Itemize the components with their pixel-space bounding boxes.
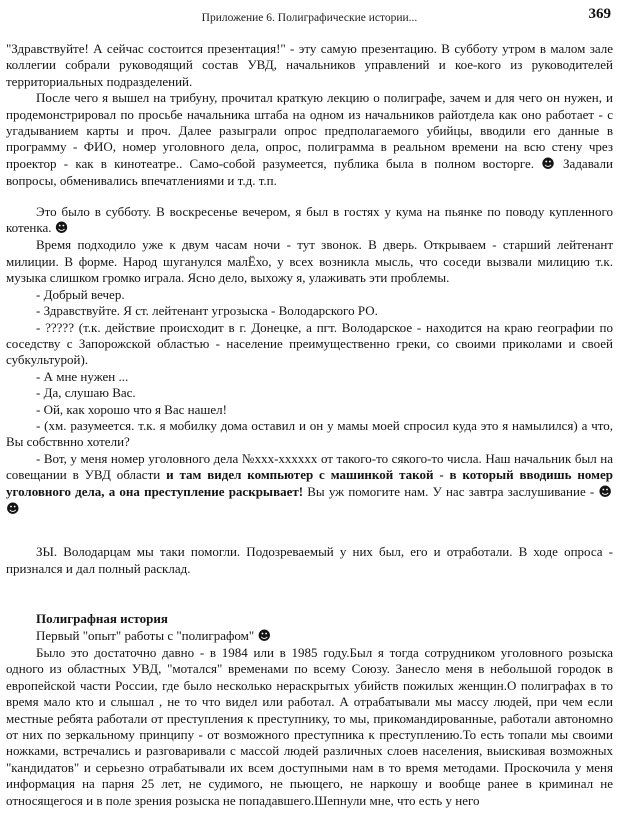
text-run: После чего я вышел на трибуну, прочитал краткую лекцию о полиграфе, зачем и для чего он нужен, и продемонстрировал по просьбе начальника штаба на одном из начальников райотдела как оно работает - с угадыванием карты и проч. Далее разыграли опрос предполагаемого убийцы, вводили его данные в программу - ФИО, номер уголовного дела, опрос, полиграмма в реальном времени на всю стену чрез проектор - как в кинотеатре.. Само-собой разумеется, публика была в полном восторге. — [6, 90, 613, 171]
text-run: - Здравствуйте. Я ст. лейтенант угрозыска - Володарского РО. — [36, 303, 378, 319]
text-run: Время подходило уже к двум часам ночи - тут звонок. В дверь. Открываем - старший лейтенант милиции. В форме. Народ шуганулся малЁхо, у всех возникла мысль, что соседи вызвали милицию т.к. музыка слишком громко играла. Ясно дело, выхожу я, улаживать эти проблемы. — [6, 237, 613, 286]
dialog-line — [6, 402, 613, 418]
text-run: Вы уж помогите нам. У нас завтра заслушивание - — [303, 483, 599, 499]
smiley-icon: ☻ — [541, 156, 556, 172]
running-title: Приложение 6. Полиграфические истории... — [201, 12, 418, 24]
text-run: - ????? (т.к. действие происходит в г. Донецке, а пгт. Володарское - находится на краю географии по соседству с Запорожской областью - население преимущественно греки, со своими приколами и своей субкультурой). — [6, 319, 613, 368]
text-run: и там видел компьютер с машинкой такой - в который вводишь номер уголовного дела, а она преступление раскрывает! — [6, 467, 613, 499]
dialog-line — [6, 385, 613, 401]
dialog-line — [6, 418, 613, 451]
paragraph — [6, 544, 613, 577]
dialog-line — [6, 320, 613, 369]
paragraph — [6, 204, 613, 238]
dialog-line — [6, 287, 613, 303]
page-number: 369 — [588, 6, 611, 22]
paragraph — [6, 90, 613, 189]
section-heading — [6, 611, 613, 627]
text-run: - Вот, у меня номер уголовного дела №ххх-хххххх от такого-то сякого-то числа. Наш начальник был на совещании в УВД области — [6, 450, 613, 483]
paragraph — [6, 645, 613, 809]
paragraph — [6, 41, 613, 90]
text-run: - А мне нужен ... — [36, 368, 129, 384]
page-content — [6, 41, 613, 809]
dialog-line — [6, 451, 613, 519]
text-run: - Ой, как хорошо что я Вас нашел! — [36, 401, 227, 417]
text-run: - Да, слушаю Вас. — [36, 385, 136, 401]
text-run: Первый "опыт" работы с "полиграфом" — [36, 627, 258, 643]
text-run: Это было в субботу. В воскресенье вечером, я был в гостях у кума на пьянке по поводу купленного котенка. — [6, 203, 613, 236]
dialog-line — [6, 303, 613, 319]
smiley-icon: ☻ — [54, 221, 70, 237]
text-run: Задавали вопросы, обменивались впечатлениями и т.д. т.п. — [6, 155, 614, 189]
text-run: - (хм. разумеется. т.к. я мобилку дома оставил и он у мамы моей спросил куда это я намылился) а что, Вы собствнно хотели? — [6, 417, 613, 450]
text-run: ЗЫ. Володарцам мы таки помогли. Подозреваемый у них был, его и отработали. В ходе опроса - признался и дал полный расклад. — [6, 544, 613, 576]
page-header — [6, 8, 613, 32]
smiley-icon: ☻☻ — [6, 484, 613, 517]
section-subtitle — [6, 628, 613, 645]
smiley-icon: ☻ — [257, 628, 273, 644]
text-run: "Здравствуйте! А сейчас состоится презентация!" - эту самую презентацию. В субботу утром в малом зале коллегии собрали руководящий состав УВД, начальников управлений и кое-кого из руководителей территориальных подразделений. — [6, 41, 613, 89]
dialog-line — [6, 369, 613, 385]
text-run: Полиграфная история — [36, 611, 168, 627]
paragraph — [6, 237, 613, 286]
text-run: Было это достаточно давно - в 1984 или в 1985 году.Был я тогда сотрудником уголовного розыска одного из областных УВД, "мотался" временами по всему Союзу. Занесло меня в небольшой городок в европейской части России, где было несколько нераскрытых убийств пожилых женщин.О полиграфах в то время мало кто и слышал , не то что видел или работал. А отрабатывали мы массу людей, при чем если местные ребята работали от преступления к преступнику, то мы, прикомандированные, работали автономно от них по зеркальному принципу - от возможного преступника к преступлению.То есть топали мы своими ножками, встречались и разговаривали с массой людей различных слоев населения, выискивая возможных "кандидатов" и серьезно отрабатывали их всем доступными нам в то время методами. Проскочила у меня информация на парня 25 лет, не судимого, не пьющего, не наркошу и вообще ранее в криминал не относящегося и в поле зрения розыска не попадавшего.Шепнули мне, что есть у него — [6, 645, 613, 808]
text-run: - Добрый вечер. — [36, 286, 125, 302]
